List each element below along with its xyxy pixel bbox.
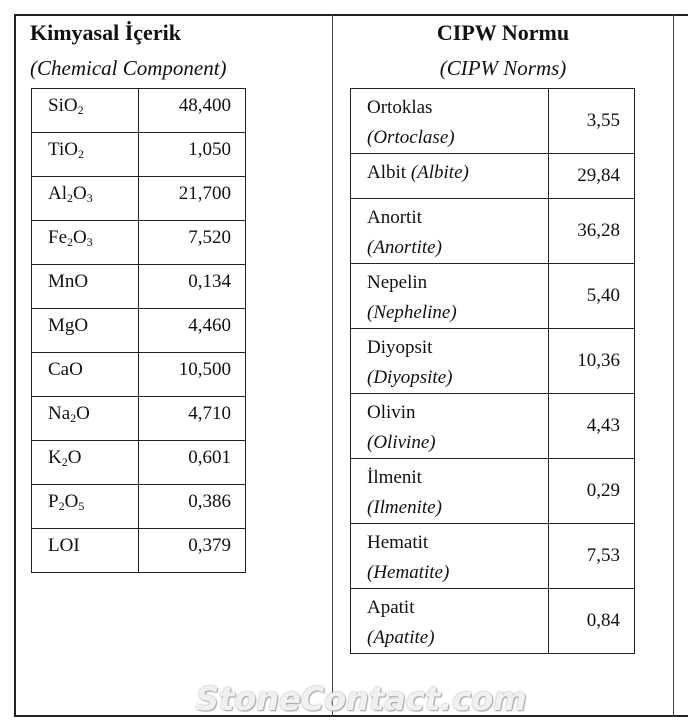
mineral-name <box>351 199 549 264</box>
component-name <box>32 133 139 177</box>
mineral-name-tr: Ortoklas <box>367 97 433 118</box>
mineral-value: 36,28 <box>549 199 635 264</box>
formula-text: SiO <box>48 95 78 116</box>
formula-text: CaO <box>48 359 83 380</box>
component-value: 0,601 <box>139 441 246 485</box>
mineral-name <box>351 589 549 654</box>
mineral-value: 7,53 <box>549 524 635 589</box>
component-name <box>32 309 139 353</box>
column-divider-right <box>673 14 674 717</box>
mineral-name <box>351 154 549 199</box>
table-row <box>32 221 246 265</box>
mineral-name-en: (Ilmenite) <box>367 497 442 518</box>
mineral-name <box>351 459 549 524</box>
chemical-table <box>31 88 246 573</box>
formula-text: O <box>76 403 90 424</box>
component-name <box>32 529 139 573</box>
column-divider <box>332 14 333 717</box>
table-row <box>32 353 246 397</box>
table-row <box>32 309 246 353</box>
formula-text: O <box>64 491 79 512</box>
table-row <box>351 524 635 589</box>
formula-subscript: 2 <box>61 455 68 469</box>
mineral-name-tr: Hematit <box>367 532 429 553</box>
formula-subscript: 3 <box>86 191 93 205</box>
table-row <box>351 154 635 199</box>
component-name <box>32 441 139 485</box>
mineral-name-tr: Albit <box>367 162 407 183</box>
cipw-subtitle: (CIPW Norms) <box>439 56 567 80</box>
mineral-name-tr: Anortit <box>367 207 422 228</box>
formula-text: Fe <box>48 227 67 248</box>
component-value: 4,460 <box>139 309 246 353</box>
mineral-name-tr: İlmenit <box>367 467 422 488</box>
table-row <box>351 89 635 154</box>
mineral-name-en: (Nepheline) <box>367 302 457 323</box>
table-row <box>32 441 246 485</box>
table-row <box>351 589 635 654</box>
formula-subscript: 2 <box>67 191 73 205</box>
mineral-name-tr: Olivin <box>367 402 416 423</box>
mineral-name-en: (Olivine) <box>367 432 436 453</box>
component-value: 7,520 <box>139 221 246 265</box>
chemical-title: Kimyasal İçerik <box>30 20 181 45</box>
mineral-name <box>351 394 549 459</box>
formula-subscript: 3 <box>86 235 93 249</box>
table-row <box>32 177 246 221</box>
formula-subscript: 2 <box>58 499 65 513</box>
formula-text: P <box>48 491 59 512</box>
mineral-name-en: (Albite) <box>410 162 469 183</box>
formula-text: K <box>48 447 62 468</box>
cipw-title: CIPW Normu <box>436 20 570 45</box>
mineral-name-en: (Hematite) <box>367 562 450 583</box>
mineral-value: 5,40 <box>549 264 635 329</box>
component-name <box>32 221 139 265</box>
component-name <box>32 265 139 309</box>
formula-subscript: 2 <box>67 235 73 249</box>
table-row <box>32 133 246 177</box>
formula-text: O <box>73 183 87 204</box>
mineral-name <box>351 264 549 329</box>
formula-text: Na <box>48 403 71 424</box>
table-row <box>32 529 246 573</box>
table-row <box>32 397 246 441</box>
component-name <box>32 89 139 133</box>
table-row <box>351 264 635 329</box>
mineral-value: 0,29 <box>549 459 635 524</box>
formula-text: MnO <box>48 271 89 292</box>
mineral-value: 10,36 <box>549 329 635 394</box>
formula-text: LOI <box>48 535 80 556</box>
component-value: 0,386 <box>139 485 246 529</box>
mineral-name-tr: Diyopsit <box>367 337 433 358</box>
mineral-name-tr: Apatit <box>367 597 415 618</box>
mineral-name-en: (Apatite) <box>367 627 435 648</box>
component-value: 4,710 <box>139 397 246 441</box>
table-row <box>32 265 246 309</box>
component-value: 21,700 <box>139 177 246 221</box>
formula-text: MgO <box>48 315 89 336</box>
mineral-name-en: (Diyopsite) <box>367 367 453 388</box>
table-row <box>32 89 246 133</box>
table-row <box>351 329 635 394</box>
formula-text: Al <box>48 183 67 204</box>
watermark-logo: StoneContact.com <box>196 680 527 718</box>
component-value: 10,500 <box>139 353 246 397</box>
component-name <box>32 397 139 441</box>
table-row <box>351 394 635 459</box>
formula-subscript: 2 <box>77 147 84 161</box>
component-name <box>32 353 139 397</box>
mineral-value: 4,43 <box>549 394 635 459</box>
formula-subscript: 2 <box>70 411 77 425</box>
formula-subscript: 5 <box>78 499 85 513</box>
mineral-name-en: (Anortite) <box>367 237 442 258</box>
mineral-name-tr: Nepelin <box>367 272 428 293</box>
mineral-name <box>351 329 549 394</box>
mineral-name <box>351 524 549 589</box>
component-value: 1,050 <box>139 133 246 177</box>
mineral-value: 29,84 <box>549 154 635 199</box>
component-value: 0,379 <box>139 529 246 573</box>
component-name <box>32 177 139 221</box>
formula-text: TiO <box>48 139 78 160</box>
mineral-value: 0,84 <box>549 589 635 654</box>
mineral-value: 3,55 <box>549 89 635 154</box>
mineral-name-en: (Ortoclase) <box>367 127 455 148</box>
table-row <box>32 485 246 529</box>
component-value: 48,400 <box>139 89 246 133</box>
chemical-subtitle: (Chemical Component) <box>30 56 227 80</box>
formula-subscript: 2 <box>77 103 84 117</box>
cipw-table <box>350 88 635 654</box>
table-row <box>351 459 635 524</box>
mineral-name <box>351 89 549 154</box>
table-row <box>351 199 635 264</box>
formula-text: O <box>67 447 82 468</box>
formula-text: O <box>73 227 87 248</box>
component-value: 0,134 <box>139 265 246 309</box>
component-name <box>32 485 139 529</box>
